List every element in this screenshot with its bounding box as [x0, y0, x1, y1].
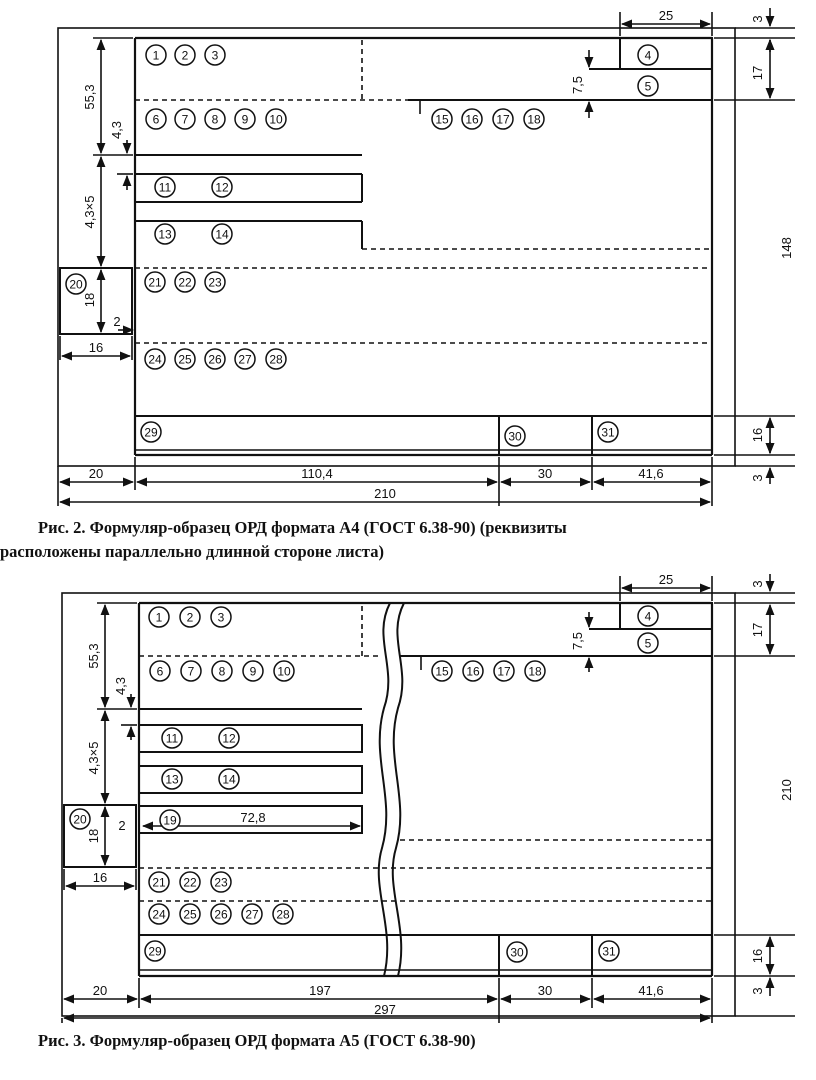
requisite-number: 4 — [644, 609, 652, 624]
dim-label: 16 — [92, 870, 108, 885]
requisite-number: 28 — [269, 352, 283, 367]
caption-line: Рис. 2. Формуляр-образец ОРД формата А4 (ГОСТ 6.38-90) (реквизиты — [38, 518, 567, 537]
dim-label: 18 — [86, 828, 101, 844]
dim-label: 7,5 — [570, 631, 585, 651]
dim-label: 4,3×5 — [86, 741, 101, 775]
requisite-number: 28 — [276, 907, 290, 922]
requisite-number: 30 — [508, 429, 522, 444]
dim-label: 17 — [750, 622, 765, 638]
requisite-number: 15 — [435, 112, 449, 127]
dim-label: 20 — [92, 983, 108, 998]
requisite-number: 4 — [644, 48, 652, 63]
dim-label: 17 — [750, 65, 765, 81]
requisite-number: 24 — [152, 907, 166, 922]
dim-label: 4,3 — [109, 120, 124, 140]
requisite-number: 24 — [148, 352, 162, 367]
requisite-markers — [70, 606, 658, 962]
form-diagram-a5 — [0, 568, 816, 1028]
dim-label: 4,3 — [113, 676, 128, 696]
requisite-number: 11 — [165, 731, 179, 746]
requisite-number: 21 — [152, 875, 166, 890]
requisite-number: 9 — [241, 112, 249, 127]
requisite-number: 14 — [215, 227, 229, 242]
requisite-number: 27 — [245, 907, 259, 922]
requisite-number: 25 — [183, 907, 197, 922]
requisite-number: 2 — [181, 48, 189, 63]
requisite-number: 16 — [466, 664, 480, 679]
requisite-number: 15 — [435, 664, 449, 679]
requisite-number: 7 — [181, 112, 189, 127]
requisite-number: 23 — [208, 275, 222, 290]
requisite-number: 3 — [211, 48, 219, 63]
requisite-number: 22 — [178, 275, 192, 290]
requisite-number: 31 — [601, 425, 615, 440]
requisite-number: 20 — [69, 277, 83, 292]
requisite-number: 21 — [148, 275, 162, 290]
requisite-number: 30 — [510, 945, 524, 960]
requisite-number: 1 — [155, 610, 163, 625]
requisite-number: 17 — [496, 112, 510, 127]
requisite-number: 2 — [186, 610, 194, 625]
dim-label: 55,3 — [86, 643, 101, 669]
dim-label: 20 — [88, 466, 104, 481]
dim-label: 30 — [537, 983, 553, 998]
requisite-number: 23 — [214, 875, 228, 890]
dim-label: 16 — [750, 427, 765, 443]
requisite-number: 3 — [217, 610, 225, 625]
dim-label: 197 — [309, 983, 331, 998]
requisite-number: 11 — [158, 180, 172, 195]
requisite-number: 27 — [238, 352, 252, 367]
dim-label: 3 — [750, 580, 765, 588]
figure-caption-a5: Рис. 3. Формуляр-образец ОРД формата А5 (ГОСТ 6.38-90) — [38, 1031, 476, 1050]
requisite-number: 29 — [144, 425, 158, 440]
dim-label: 3 — [750, 15, 765, 23]
dim-label: 3 — [750, 987, 765, 995]
requisite-number: 29 — [148, 944, 162, 959]
requisite-number: 13 — [165, 772, 179, 787]
dim-label: 55,3 — [82, 84, 97, 110]
dim-label: 297 — [374, 1002, 396, 1017]
dim-label: 2 — [113, 314, 121, 329]
requisite-number: 20 — [73, 812, 87, 827]
dim-label: 30 — [537, 466, 553, 481]
dim-label: 148 — [779, 237, 794, 259]
dim-label: 25 — [658, 8, 674, 23]
requisite-number: 12 — [215, 180, 229, 195]
requisite-number: 13 — [158, 227, 172, 242]
requisite-number: 7 — [187, 664, 195, 679]
requisite-number: 26 — [214, 907, 228, 922]
dim-label: 72,8 — [240, 810, 266, 825]
dim-label: 210 — [374, 486, 396, 501]
dim-label: 2 — [118, 818, 126, 833]
requisite-number: 18 — [528, 664, 542, 679]
dim-label: 41,6 — [638, 983, 664, 998]
requisite-number: 5 — [644, 79, 652, 94]
requisite-number: 9 — [249, 664, 257, 679]
dim-label: 16 — [750, 948, 765, 964]
requisite-number: 10 — [269, 112, 283, 127]
dim-label: 210 — [779, 779, 794, 801]
requisite-number: 19 — [163, 813, 177, 828]
requisite-number: 16 — [465, 112, 479, 127]
requisite-number: 1 — [152, 48, 160, 63]
dim-label: 110,4 — [301, 466, 333, 481]
requisite-number: 6 — [152, 112, 160, 127]
dim-label: 16 — [88, 340, 104, 355]
requisite-number: 14 — [222, 772, 236, 787]
dim-label: 18 — [82, 292, 97, 308]
requisite-number: 12 — [222, 731, 236, 746]
caption-line: расположены параллельно длинной стороне листа) — [0, 542, 384, 561]
requisite-number: 22 — [183, 875, 197, 890]
dim-label: 41,6 — [638, 466, 664, 481]
requisite-number: 25 — [178, 352, 192, 367]
page-outline — [58, 28, 735, 466]
dim-label: 25 — [658, 572, 674, 587]
requisite-number: 18 — [527, 112, 541, 127]
requisite-number: 17 — [497, 664, 511, 679]
requisite-number: 6 — [156, 664, 164, 679]
requisite-number: 5 — [644, 636, 652, 651]
dim-label: 4,3×5 — [82, 195, 97, 229]
requisite-number: 26 — [208, 352, 222, 367]
dim-label: 7,5 — [570, 75, 585, 95]
requisite-number: 8 — [211, 112, 219, 127]
dim-label: 3 — [750, 474, 765, 482]
figure-caption-a4 — [0, 516, 816, 564]
requisite-number: 8 — [218, 664, 226, 679]
form-diagram-a4 — [0, 0, 816, 512]
requisite-number: 31 — [602, 944, 616, 959]
requisite-number: 10 — [277, 664, 291, 679]
